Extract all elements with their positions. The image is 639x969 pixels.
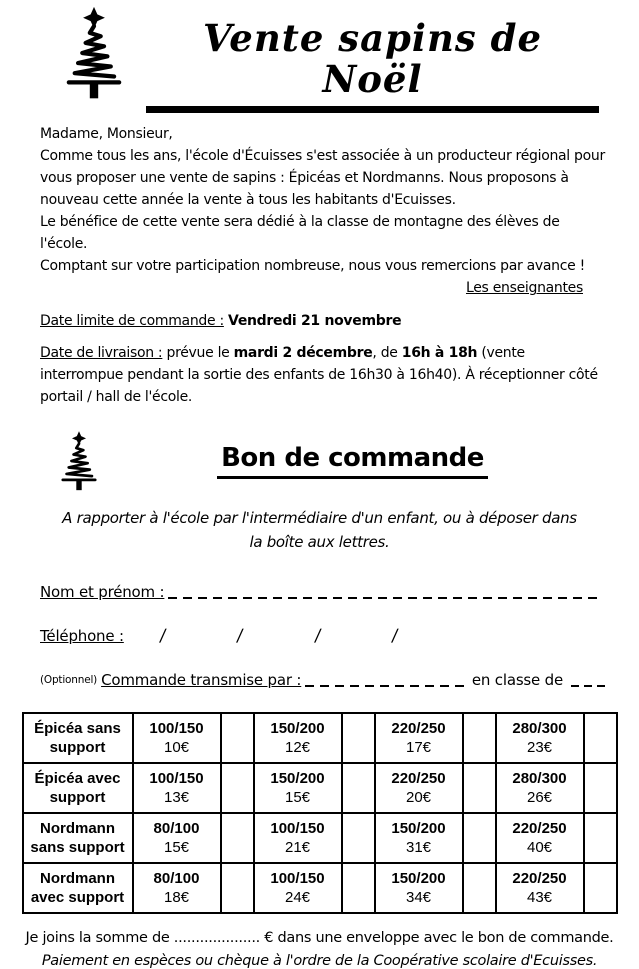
tree-type-label: Nordmann avec support: [23, 863, 133, 913]
order-form-header: [0, 430, 639, 492]
page-title: Vente sapins de Noël: [146, 18, 599, 113]
quantity-cell[interactable]: [342, 713, 375, 763]
christmas-tree-icon: [42, 6, 146, 100]
offer-cell: 80/100 18€: [133, 863, 221, 913]
table-row: [23, 813, 617, 863]
offer-cell: 220/250 43€: [496, 863, 584, 913]
offer-cell: 100/150 24€: [254, 863, 342, 913]
transmitted-fill-line[interactable]: [305, 685, 470, 687]
tree-type-label: Épicéa sans support: [23, 713, 133, 763]
letter-signature: Les enseignantes: [465, 280, 583, 297]
form-fields: [0, 554, 639, 690]
phone-field-line: [40, 626, 605, 646]
table-row: [23, 863, 617, 913]
quantity-cell[interactable]: [584, 863, 617, 913]
phone-separator: /: [313, 626, 322, 647]
name-field-line: [40, 582, 605, 602]
table-row: [23, 763, 617, 813]
letter-salutation: Madame, Monsieur,: [40, 126, 173, 143]
offer-cell: 150/200 15€: [254, 763, 342, 813]
phone-separator: /: [158, 626, 167, 647]
delivery-date-line: Date de livraison : prévue le mardi 2 décembre, de 16h à 18h (vente interrompue pendant la sortie des enfants de 16h30 à 16h40). À réceptionner côté portail / hall de l'école.: [40, 345, 598, 406]
tree-type-label: Épicéa avec support: [23, 763, 133, 813]
price-table: [22, 712, 618, 914]
return-instructions: A rapporter à l'école par l'intermédiaire d'un enfant, ou à déposer dans la boîte aux lettres.: [62, 509, 577, 552]
letter-paragraph-2: Le bénéfice de cette vente sera dédié à la classe de montagne des élèves de l'école.: [40, 214, 560, 253]
order-form-title: Bon de commande: [217, 443, 488, 479]
quantity-cell[interactable]: [221, 813, 254, 863]
phone-separator: /: [391, 626, 400, 647]
quantity-cell[interactable]: [342, 863, 375, 913]
quantity-cell[interactable]: [342, 813, 375, 863]
offer-cell: 150/200 12€: [254, 713, 342, 763]
optional-prefix: (Optionnel): [40, 674, 98, 687]
letter-paragraph-3: Comptant sur votre participation nombreuse, nous vous remercions par avance !: [40, 258, 585, 275]
deadlines-block: [0, 296, 639, 408]
amount-line: Je joins la somme de .................... € dans une enveloppe avec le bon de commande.: [25, 930, 614, 947]
transmitted-field-label: Commande transmise par :: [101, 671, 302, 690]
offer-cell: 150/200 34€: [375, 863, 463, 913]
quantity-cell[interactable]: [584, 763, 617, 813]
letter-body: [0, 113, 639, 277]
offer-cell: 150/200 31€: [375, 813, 463, 863]
order-deadline-line: [40, 310, 609, 332]
phone-field-label: Téléphone :: [40, 627, 124, 646]
name-field-label: Nom et prénom :: [40, 583, 165, 602]
quantity-cell[interactable]: [221, 863, 254, 913]
phone-fill-area[interactable]: [124, 626, 434, 646]
payment-note: Paiement en espèces ou chèque à l'ordre de la Coopérative scolaire d'Ecuisses.: [41, 953, 598, 969]
quantity-cell[interactable]: [463, 863, 496, 913]
offer-cell: 220/250 17€: [375, 713, 463, 763]
offer-cell: 280/300 23€: [496, 713, 584, 763]
class-fill-line[interactable]: [571, 685, 605, 687]
delivery-date-label: Date de livraison :: [40, 345, 163, 362]
document-footer: [0, 930, 639, 969]
quantity-cell[interactable]: [221, 713, 254, 763]
offer-cell: 100/150 21€: [254, 813, 342, 863]
document-header: [0, 0, 639, 113]
transmitted-field-line: [40, 670, 605, 690]
order-deadline-label: Date limite de commande :: [40, 313, 224, 330]
quantity-cell[interactable]: [463, 813, 496, 863]
quantity-cell[interactable]: [221, 763, 254, 813]
offer-cell: 100/150 10€: [133, 713, 221, 763]
name-fill-line[interactable]: [168, 597, 603, 599]
offer-cell: 220/250 20€: [375, 763, 463, 813]
class-field-label: en classe de: [471, 671, 563, 690]
quantity-cell[interactable]: [342, 763, 375, 813]
phone-separator: /: [235, 626, 245, 647]
quantity-cell[interactable]: [584, 713, 617, 763]
quantity-cell[interactable]: [584, 813, 617, 863]
tree-type-label: Nordmann sans support: [23, 813, 133, 863]
quantity-cell[interactable]: [463, 763, 496, 813]
offer-cell: 220/250 40€: [496, 813, 584, 863]
order-deadline-value: Vendredi 21 novembre: [228, 313, 402, 330]
table-row: [23, 713, 617, 763]
offer-cell: 80/100 15€: [133, 813, 221, 863]
offer-cell: 100/150 13€: [133, 763, 221, 813]
christmas-tree-icon: [52, 430, 106, 492]
quantity-cell[interactable]: [463, 713, 496, 763]
letter-paragraph-1: Comme tous les ans, l'école d'Écuisses s'est associée à un producteur régional pour vous proposer une vente de sapins : Épicéas et Nordmanns. Nous proposons à nouveau cette année la vente à tous les habitants d'Ecuisses.: [40, 148, 605, 209]
offer-cell: 280/300 26€: [496, 763, 584, 813]
